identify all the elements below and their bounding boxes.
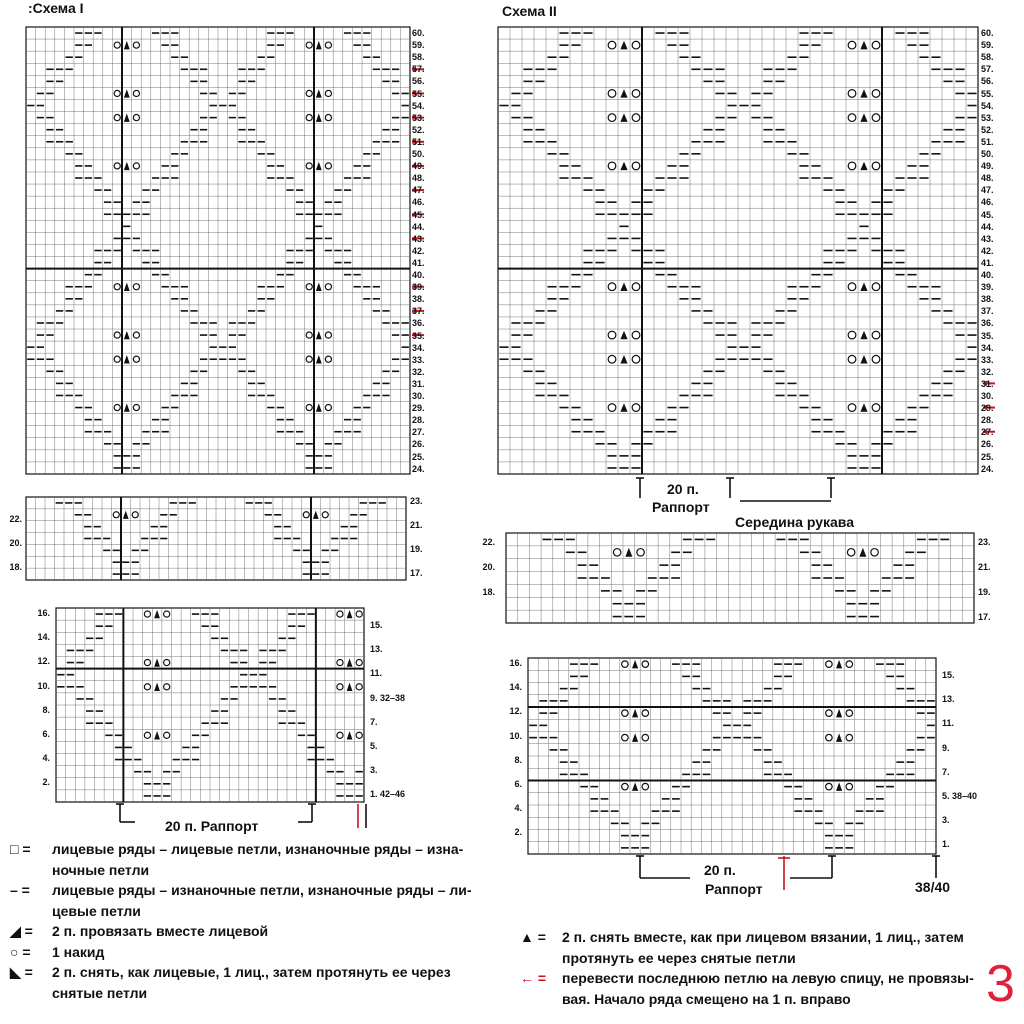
row-number: 16. (37, 608, 50, 618)
row-number: 60. (412, 28, 425, 38)
row-number: 58. (412, 52, 425, 63)
row-number: 15. (370, 620, 383, 630)
row-number: 50. (981, 149, 994, 159)
row-number: 16. (509, 658, 522, 668)
size-38-40-label: 38/40 (915, 879, 951, 895)
row-number: 59. (981, 40, 994, 51)
row-number: 53. (412, 112, 425, 123)
repeat-label-scheme1: 20 п. Раппорт (165, 818, 259, 834)
row-number: 24. (981, 463, 994, 474)
row-number: 48. (981, 173, 994, 184)
row-number: 26. (981, 439, 994, 450)
scheme2-lower-grid (528, 658, 936, 854)
row-number: 7. (370, 716, 378, 727)
row-number: 19. (978, 587, 991, 597)
row-number: 13. (370, 644, 383, 655)
legend-symbol: ◢ = (10, 923, 33, 939)
legend-entry (10, 984, 147, 1002)
repeat-count-scheme2-top: 20 п. (667, 481, 699, 497)
repeat-label-scheme2-top: Раппорт (652, 499, 710, 515)
row-number: 14. (37, 632, 50, 643)
legend-symbol: ○ = (10, 943, 31, 960)
row-number: 58. (981, 52, 994, 63)
row-number: 4. (514, 803, 522, 814)
row-number: 5. (370, 741, 378, 751)
row-number: 42. (981, 245, 994, 256)
row-number: 2. (42, 777, 50, 788)
row-number: 3. (942, 815, 950, 826)
legend-entry (520, 969, 974, 987)
row-number: 9. (942, 742, 950, 753)
row-number: 20. (9, 538, 22, 548)
row-number: 27. (412, 427, 425, 438)
row-number: 48. (412, 173, 425, 184)
page-number-badge: 3 (986, 955, 1015, 1013)
row-number: 36. (981, 318, 994, 329)
row-number: 60. (981, 28, 994, 38)
row-number: 11. (942, 718, 955, 729)
row-number: 6. (42, 729, 50, 739)
legend-text: лицевые ряды – лицевые петли, изнаночные ряды – изна- (52, 841, 464, 857)
repeat-count-scheme2-bottom: 20 п. (704, 862, 736, 878)
row-number: 52. (412, 124, 425, 135)
row-number: 46. (412, 197, 425, 208)
row-number: 12. (509, 706, 522, 717)
row-number: 40. (412, 270, 425, 280)
row-number: 44. (981, 221, 994, 232)
row-number: 37. (412, 306, 425, 317)
row-number: 17. (410, 568, 423, 578)
row-number: 41. (412, 257, 425, 268)
row-number: 24. (412, 463, 425, 474)
row-number: 8. (514, 754, 522, 765)
row-number: 18. (9, 562, 22, 572)
legend-symbol: □ = (10, 841, 31, 857)
legend-entry (10, 943, 104, 961)
row-number: 46. (981, 197, 994, 208)
row-number: 49. (981, 161, 994, 172)
row-number: 34. (412, 342, 425, 353)
row-number: 35. (981, 330, 994, 341)
row-number: 38. (412, 294, 425, 305)
row-number: 39. (981, 282, 994, 293)
legend-symbol: – = (10, 882, 30, 898)
row-number: 27. (981, 427, 994, 438)
row-number: 11. (370, 668, 383, 679)
legend-text: 2 п. снять, как лицевые, 1 лиц., затем протянуть ее через (52, 964, 451, 980)
legend-text: протянуть ее через снятые петли (562, 949, 796, 966)
row-number: 25. (981, 451, 994, 462)
row-number: 47. (412, 185, 425, 196)
legend-entry (520, 990, 851, 1008)
row-number: 32. (981, 366, 994, 377)
row-number: 3. (370, 765, 378, 776)
legend-symbol: ▲ = (520, 929, 546, 945)
row-number: 35. (412, 330, 425, 341)
row-number: 30. (981, 391, 994, 401)
row-number: 26. (412, 439, 425, 450)
legend-entry (10, 881, 472, 899)
row-number: 31. (981, 378, 994, 389)
row-number: 53. (981, 112, 994, 123)
scheme1-middle-grid (26, 497, 406, 580)
row-number: 47. (981, 185, 994, 196)
row-number: 30. (412, 391, 425, 401)
row-number: 54. (412, 100, 425, 111)
row-number: 45. (981, 209, 994, 220)
row-number: 10. (509, 730, 522, 741)
row-number: 44. (412, 221, 425, 232)
row-number: 54. (981, 100, 994, 111)
row-number: 41. (981, 257, 994, 268)
row-number: 7. (942, 766, 950, 777)
row-number: 32. (412, 366, 425, 377)
row-number: 28. (981, 415, 994, 426)
row-number: 22. (9, 514, 22, 524)
row-number: 39. (412, 282, 425, 293)
legend-text: 1 накид (52, 943, 105, 960)
row-number: 55. (981, 88, 994, 99)
row-number: 8. (42, 704, 50, 715)
row-number: 36. (412, 318, 425, 329)
row-number: 23. (978, 537, 991, 547)
legend-entry (10, 902, 141, 920)
row-number: 28. (412, 415, 425, 426)
row-number: 52. (981, 124, 994, 135)
row-number: 12. (37, 656, 50, 667)
row-number: 59. (412, 40, 425, 51)
row-number: 1. (942, 839, 950, 850)
scheme1-upper-grid (26, 27, 410, 474)
row-number: 57. (412, 64, 425, 75)
row-number: 10. (37, 680, 50, 691)
row-number: 1. 42–46 (370, 789, 406, 800)
row-number: 18. (482, 587, 495, 597)
row-number: 14. (509, 682, 522, 693)
legend-entry (520, 928, 964, 946)
legend-symbol: ← = (520, 970, 547, 986)
row-number: 2. (514, 827, 522, 838)
scheme-1-title: :Схема I (28, 0, 84, 16)
sleeve-middle-label: Середина рукава (735, 514, 855, 530)
legend-entry (10, 840, 463, 858)
row-number: 33. (412, 354, 425, 365)
row-number: 29. (981, 403, 994, 414)
row-number: 42. (412, 245, 425, 256)
repeat-label-scheme2-bottom: Раппорт (705, 881, 763, 897)
row-number: 49. (412, 161, 425, 172)
scheme1-lower-grid (56, 608, 364, 802)
row-number: 9. 32–38 (370, 692, 406, 703)
row-number: 55. (412, 88, 425, 99)
row-number: 13. (942, 694, 955, 705)
row-number: 43. (981, 233, 994, 244)
legend-text: перевести последнюю петлю на левую спицу, не провязы- (562, 970, 974, 986)
legend-text: лицевые ряды – изнаночные петли, изнаночные ряды – ли- (52, 882, 472, 898)
legend-text: ночные петли (52, 861, 150, 878)
legend-text: вая. Начало ряда смещено на 1 п. вправо (562, 990, 851, 1007)
legend-entry (10, 963, 451, 981)
row-number: 51. (981, 136, 994, 147)
row-number: 6. (514, 779, 522, 789)
legend-entry (10, 861, 149, 879)
row-number: 4. (42, 753, 50, 764)
row-number: 57. (981, 64, 994, 75)
row-number: 15. (942, 670, 955, 680)
row-number: 34. (981, 342, 994, 353)
scheme2-upper-grid (498, 27, 978, 474)
row-number: 19. (410, 544, 423, 554)
row-number: 51. (412, 136, 425, 147)
row-number: 40. (981, 270, 994, 280)
row-number: 45. (412, 209, 425, 220)
legend-text: 2 п. снять вместе, как при лицевом вязании, 1 лиц., затем (562, 929, 964, 945)
row-number: 43. (412, 233, 425, 244)
row-number: 38. (981, 294, 994, 305)
row-number: 37. (981, 306, 994, 317)
row-number: 22. (482, 537, 495, 547)
row-number: 31. (412, 378, 425, 389)
legend-symbol: ◣ = (10, 964, 33, 980)
row-number: 17. (978, 612, 991, 622)
legend-entry (520, 949, 796, 967)
legend-text: цевые петли (52, 902, 141, 919)
scheme2-middle-grid (506, 533, 974, 623)
row-number: 23. (410, 496, 423, 506)
row-number: 25. (412, 451, 425, 462)
row-number: 21. (978, 562, 991, 572)
row-number: 21. (410, 520, 423, 530)
legend-entry (10, 922, 268, 940)
row-number: 29. (412, 403, 425, 414)
row-number: 5. 38–40 (942, 791, 978, 801)
row-number: 56. (412, 76, 425, 87)
legend-text: 2 п. провязать вместе лицевой (52, 923, 269, 939)
scheme-2-title: Схема II (502, 3, 557, 19)
row-number: 56. (981, 76, 994, 87)
legend-text: снятые петли (52, 984, 148, 1001)
row-number: 33. (981, 354, 994, 365)
row-number: 20. (482, 562, 495, 572)
row-number: 50. (412, 149, 425, 159)
